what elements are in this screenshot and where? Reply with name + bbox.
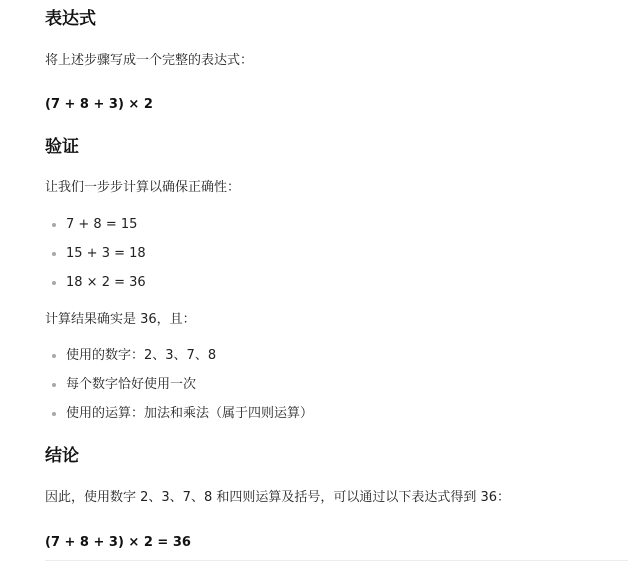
expression-intro: 将上述步骤写成一个完整的表达式： [45,53,254,68]
expression-formula: (7 + 8 + 3) × 2 [45,97,153,112]
list-item-text: 使用的数字：2、3、7、8 [66,348,217,363]
divider [45,560,628,561]
bullet-icon [52,281,56,285]
conclusion-formula: (7 + 8 + 3) × 2 = 36 [45,535,191,550]
verification-result: 计算结果确实是 36，且： [45,312,196,327]
list-item-text: 每个数字恰好使用一次 [66,377,197,392]
bullet-icon [52,223,56,227]
verification-heading: 验证 [45,137,79,157]
conclusion-heading: 结论 [45,446,79,466]
list-item-text: 15 + 3 = 18 [66,246,146,261]
list-item-text: 7 + 8 = 15 [66,217,138,232]
bullet-icon [52,354,56,358]
bullet-icon [52,383,56,387]
conclusion-text: 因此，使用数字 2、3、7、8 和四则运算及括号，可以通过以下表达式得到 36： [45,490,511,505]
list-item-text: 使用的运算：加法和乘法（属于四则运算） [66,406,314,421]
bullet-icon [52,252,56,256]
expression-heading: 表达式 [45,9,96,29]
verification-intro: 让我们一步步计算以确保正确性： [45,180,241,195]
list-item-text: 18 × 2 = 36 [66,275,146,290]
bullet-icon [52,412,56,416]
